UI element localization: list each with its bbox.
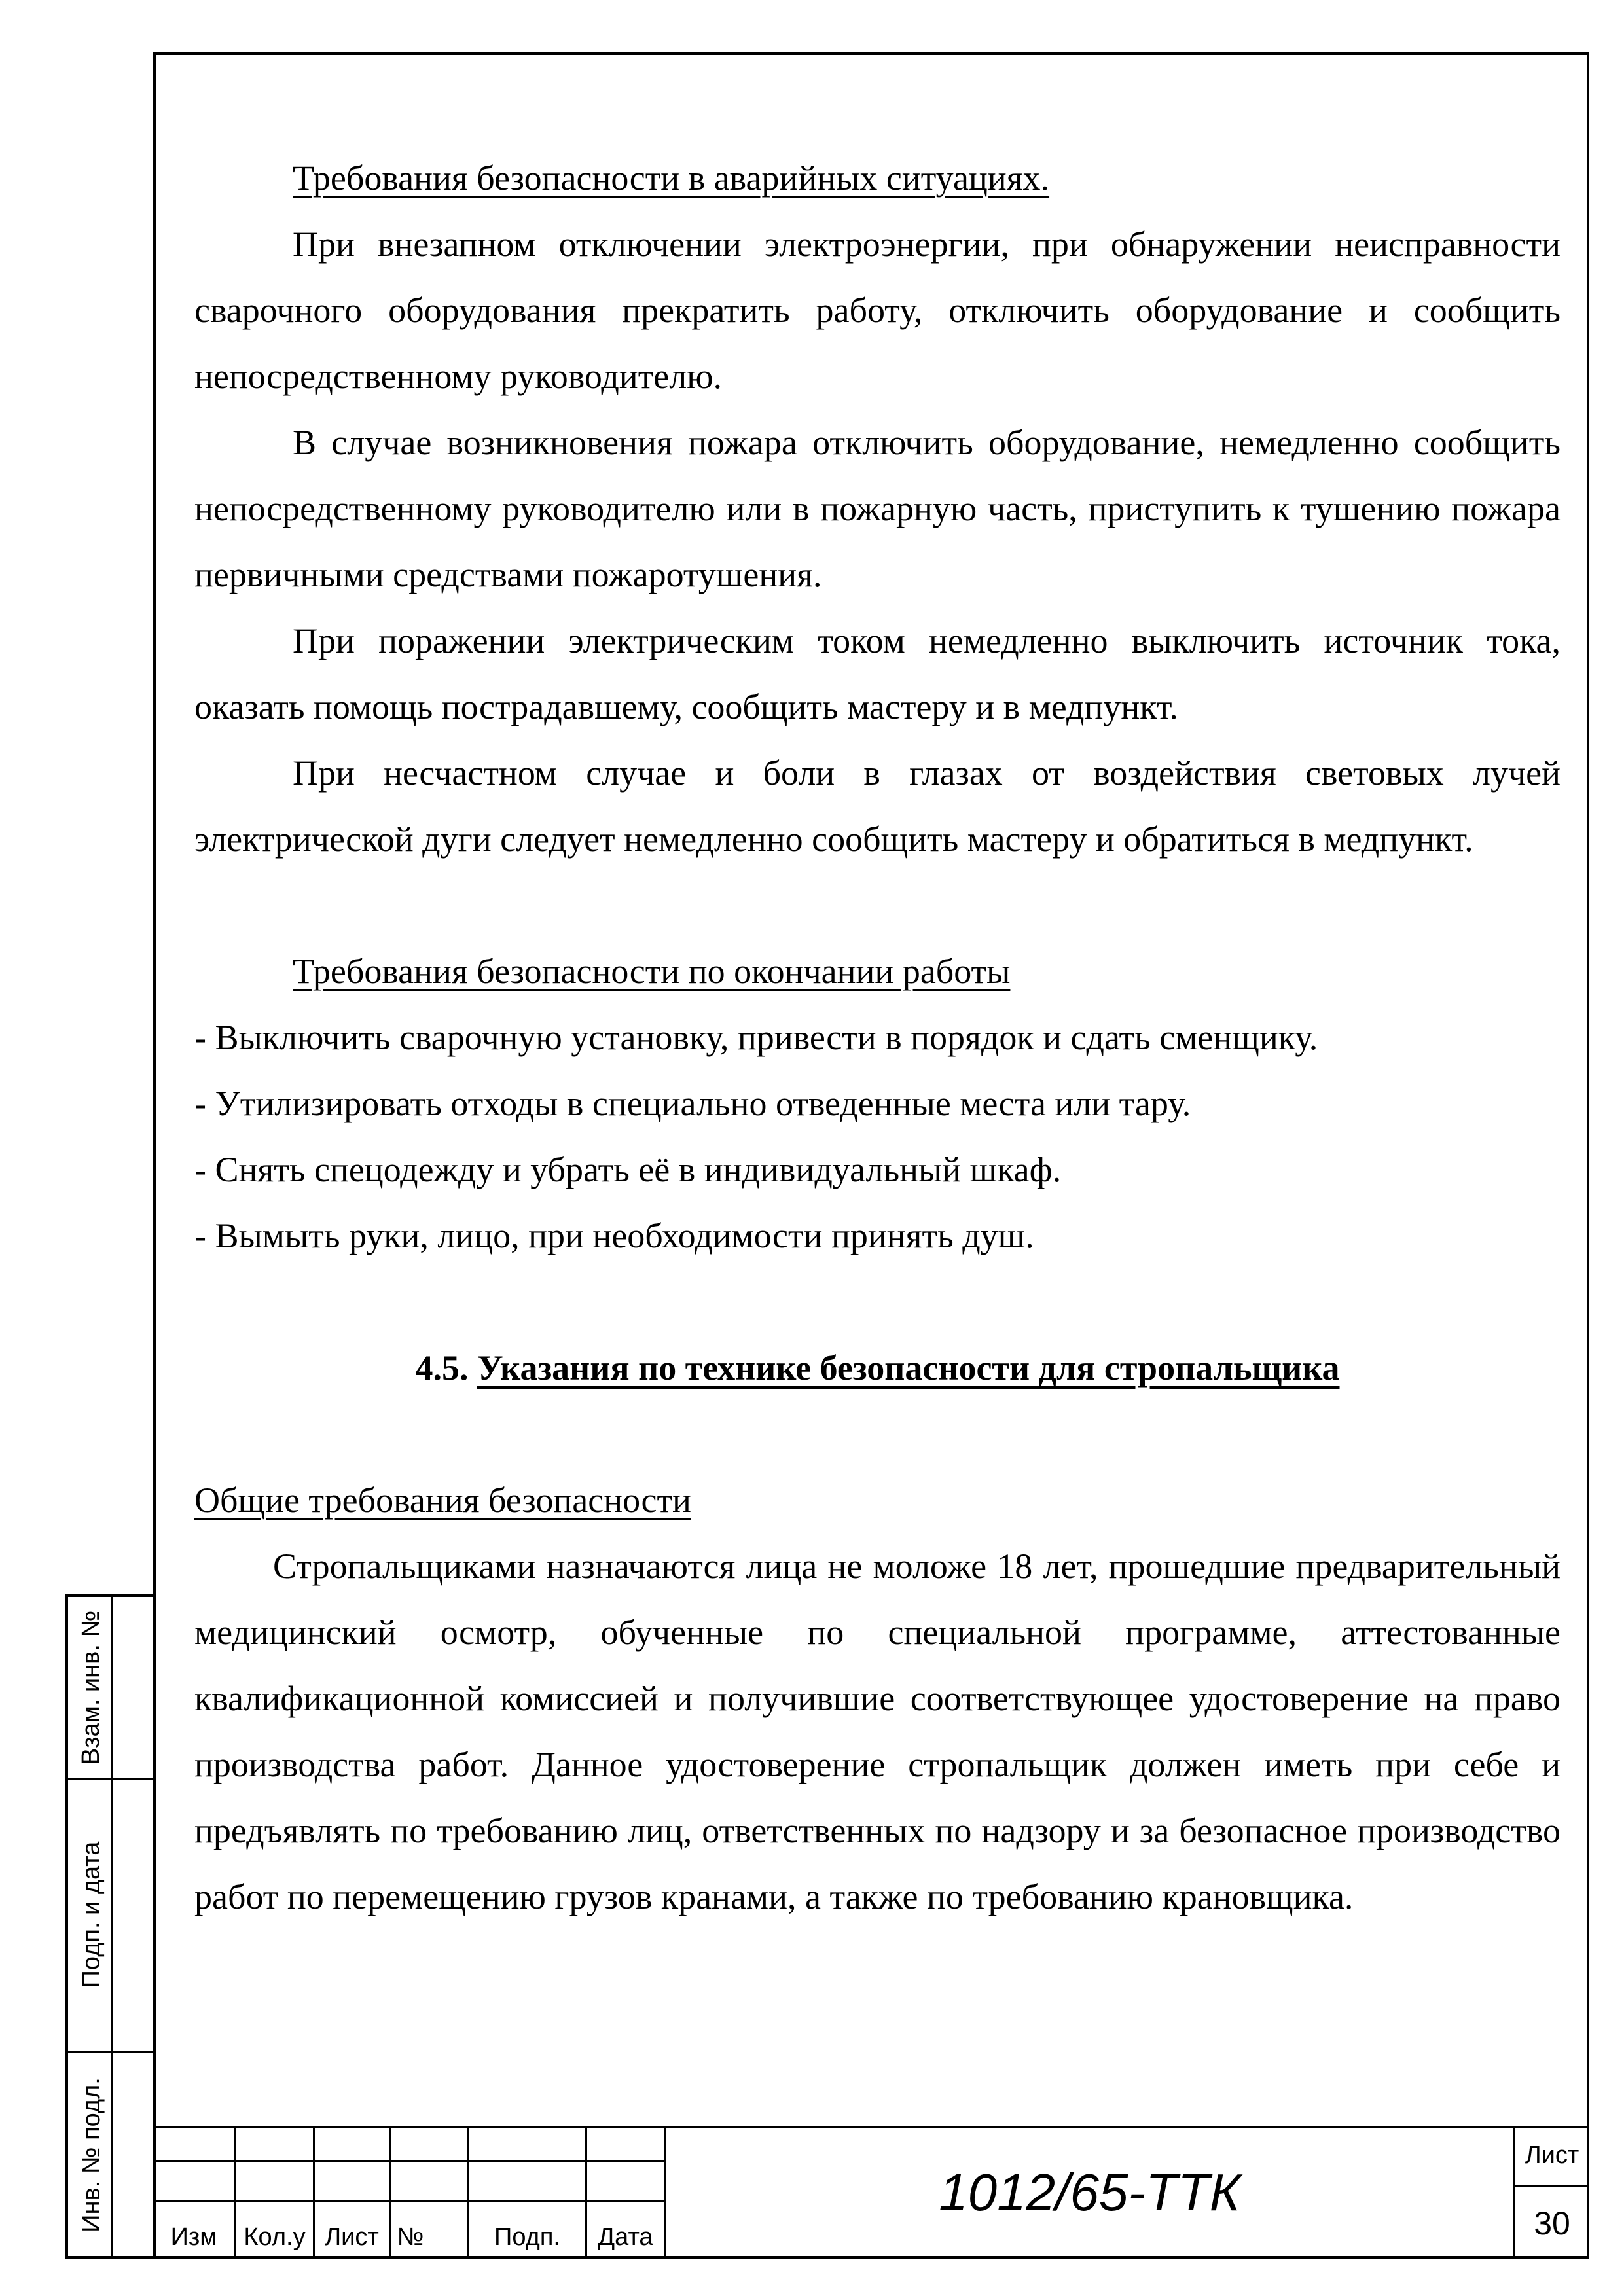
end-of-work-item-2: - Утилизировать отходы в специально отведенные места или тару. <box>194 1084 1191 1123</box>
end-of-work-item-3: - Снять спецодежду и убрать её в индивидуальный шкаф. <box>194 1150 1062 1189</box>
emergency-paragraph-2: В случае возникновения пожара отключить оборудование, немедленно сообщить непосредственному руководителю или в пожарную часть, приступить к тушению пожара первичными средствами пожаротушения. <box>194 423 1561 594</box>
general-paragraph: Стропальщиками назначаются лица не моложе 18 лет, прошедшие предварительный медицинский осмотр, обученные по специальной программе, аттестованные квалификационной комиссией и получившие соответствующее удостоверение на право производства работ. Данное удостоверение стропальщик должен иметь при себе и предъявлять по требованию лиц, ответственных по надзору и за безопасное производство работ по перемещению грузов кранами, а также по требованию крановщика. <box>194 1547 1561 1916</box>
general-heading: Общие требования безопасности <box>194 1480 691 1520</box>
col-list: Лист <box>325 2223 379 2251</box>
original-inventory-label: Инв. № подл. <box>77 2077 105 2233</box>
end-of-work-heading: Требования безопасности по окончании работы <box>293 952 1011 991</box>
emergency-heading: Требования безопасности в аварийных ситуациях. <box>293 158 1050 198</box>
col-podp: Подп. <box>494 2223 560 2251</box>
col-data: Дата <box>598 2223 653 2251</box>
replacement-inventory-label: Взам. инв. № <box>77 1610 105 1765</box>
title-block-line <box>153 2160 665 2162</box>
end-of-work-item-1: - Выключить сварочную установку, привести в порядок и сдать сменщику. <box>194 1018 1318 1057</box>
emergency-paragraph-4: При несчастном случае и боли в глазах от воздействия световых лучей электрической дуги следует немедленно сообщить мастеру и обратиться в медпункт. <box>194 753 1561 859</box>
col-kol: Кол.у <box>244 2223 306 2251</box>
emergency-paragraph-1: При внезапном отключении электроэнергии, при обнаружении неисправности сварочного оборудования прекратить работу, отключить оборудование и сообщить непосредственному руководителю. <box>194 224 1561 396</box>
document-code: 1012/65-ТТК <box>939 2162 1240 2221</box>
emergency-paragraph-3: При поражении электрическим током немедленно выключить источник тока, оказать помощь пострадавшему, сообщить мастеру и в медпункт. <box>194 621 1561 726</box>
section-title <box>194 1335 1561 1401</box>
spacer <box>194 1269 1561 1335</box>
end-of-work-item-4: - Вымыть руки, лицо, при необходимости принять душ. <box>194 1216 1034 1255</box>
section-title-text: Указания по технике безопасности для стропальщика <box>477 1348 1340 1388</box>
section-number: 4.5. <box>415 1348 469 1388</box>
sheet-number: 30 <box>1534 2204 1570 2242</box>
main-text <box>194 145 1561 1930</box>
title-block-line <box>153 2200 665 2202</box>
side-approval-table <box>65 1594 153 2259</box>
title-block <box>153 2126 1589 2259</box>
spacer <box>194 872 1561 939</box>
spacer <box>194 1401 1561 1467</box>
sheet-label: Лист <box>1525 2142 1579 2169</box>
side-table-divider <box>111 1597 113 2256</box>
col-no: № <box>397 2223 424 2251</box>
col-izm: Изм <box>170 2223 217 2251</box>
signature-date-label: Подп. и дата <box>77 1841 105 1988</box>
